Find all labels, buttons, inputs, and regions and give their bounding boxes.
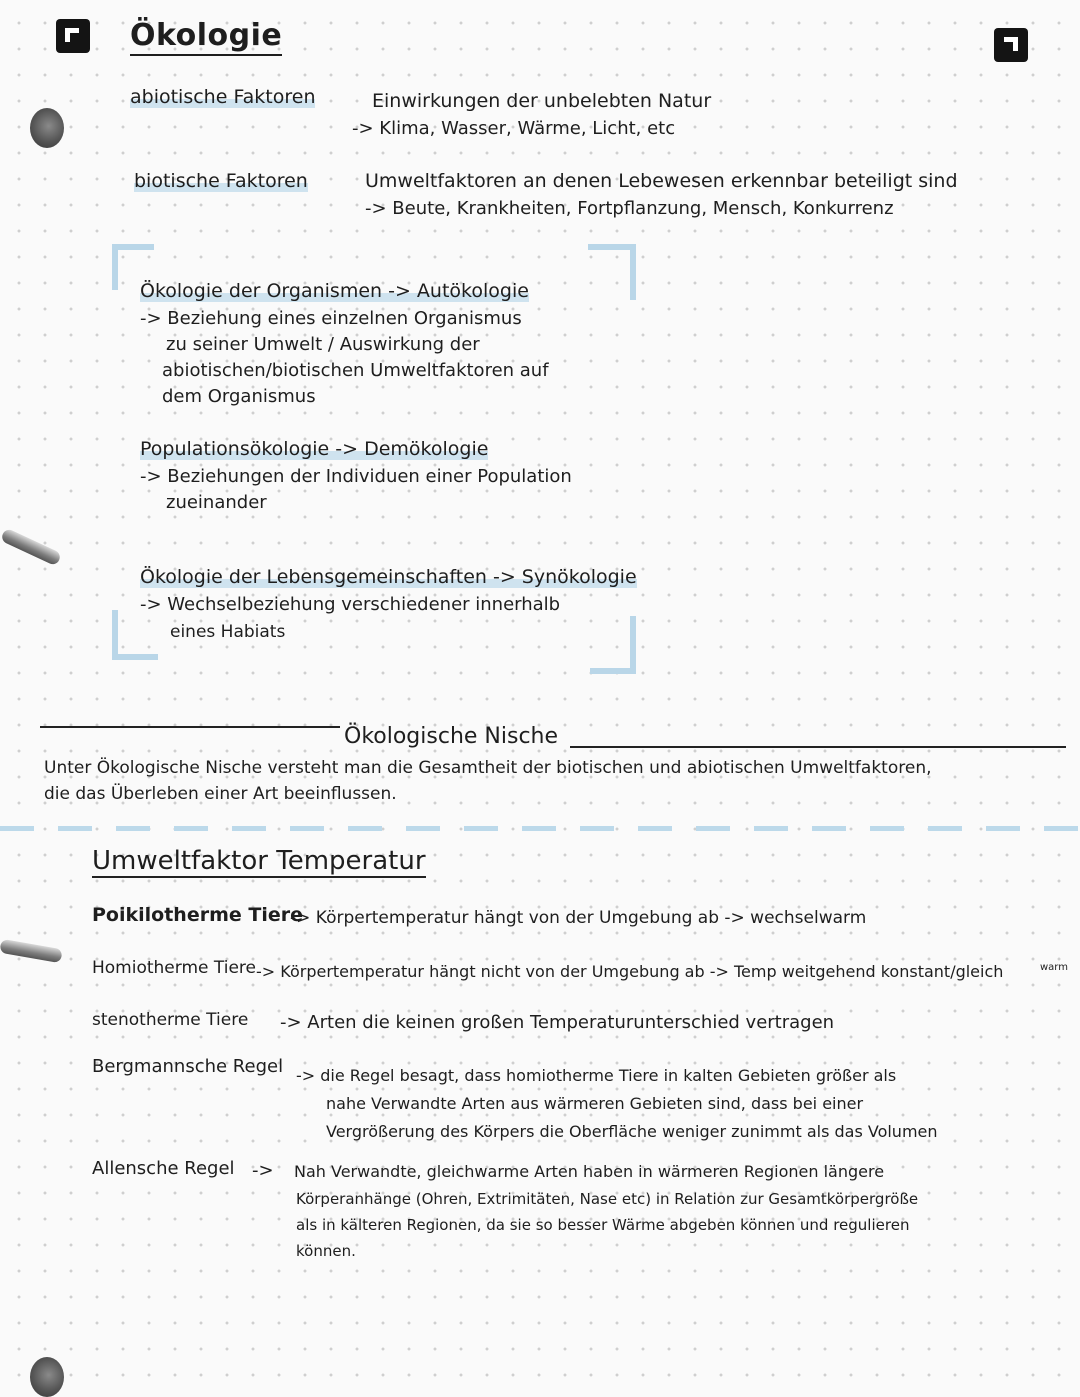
bergmann-line-3: Vergrößerung des Körpers die Oberfläche weniger zunimmt als das Volumen bbox=[326, 1122, 938, 1141]
biotic-definition: Umweltfaktoren an denen Lebewesen erkennbar beteiligt sind bbox=[365, 170, 958, 192]
niche-line-1: Unter Ökologische Nische versteht man die Gesamtheit der biotischen und abiotischen Umweltfaktoren, bbox=[44, 758, 932, 778]
bergmann-label: Bergmannsche Regel bbox=[92, 1056, 284, 1077]
poikilotherm-text: -> Körpertemperatur hängt von der Umgebung ab -> wechselwarm bbox=[290, 908, 867, 928]
stenotherm-text: -> Arten die keinen großen Temperaturunterschied vertragen bbox=[280, 1012, 835, 1033]
allen-line-1: Nah Verwandte, gleichwarme Arten haben in wärmeren Regionen längere bbox=[294, 1162, 885, 1181]
homiotherm-label: Homiotherme Tiere bbox=[92, 958, 256, 978]
biotic-examples: -> Beute, Krankheiten, Fortpflanzung, Mensch, Konkurrenz bbox=[365, 198, 894, 219]
autecology-heading: Ökologie der Organismen -> Autökologie bbox=[140, 280, 529, 302]
demecology-heading: Populationsökologie -> Demökologie bbox=[140, 438, 489, 460]
autecology-line-2: zu seiner Umwelt / Auswirkung der bbox=[166, 334, 480, 355]
synecology-line-2: eines Habiats bbox=[170, 622, 286, 642]
autecology-line-3: abiotischen/biotischen Umweltfaktoren auf bbox=[162, 360, 549, 381]
poikilotherm-label: Poikilotherme Tiere bbox=[92, 904, 303, 926]
temperature-heading: Umweltfaktor Temperatur bbox=[92, 846, 426, 876]
box-bracket-bottom-right bbox=[590, 616, 636, 674]
homiotherm-note: warm bbox=[1040, 962, 1068, 973]
abiotic-label: abiotische Faktoren bbox=[130, 86, 316, 108]
demecology-line-1: -> Beziehungen der Individuen einer Population bbox=[140, 466, 572, 487]
logo-icon-right bbox=[994, 28, 1028, 62]
box-bracket-bottom-left bbox=[112, 610, 158, 660]
dashed-separator bbox=[0, 826, 1080, 831]
allen-line-2: Körperanhänge (Ohren, Extrimitäten, Nase etc) in Relation zur Gesamtkörpergröße bbox=[296, 1190, 919, 1208]
niche-heading: Ökologische Nische bbox=[344, 724, 559, 749]
allen-line-3: als in kälteren Regionen, da sie so besser Wärme abgeben können und regulieren bbox=[296, 1216, 910, 1234]
punch-hole-icon bbox=[30, 1357, 64, 1397]
stenotherm-label: stenotherme Tiere bbox=[92, 1010, 249, 1030]
box-bracket-top-right bbox=[588, 244, 636, 300]
logo-icon bbox=[56, 19, 90, 53]
homiotherm-text: -> Körpertemperatur hängt nicht von der Umgebung ab -> Temp weitgehend konstant/gleich bbox=[256, 962, 1004, 981]
autecology-line-1: -> Beziehung eines einzelnen Organismus bbox=[140, 308, 522, 329]
allen-label: Allensche Regel bbox=[92, 1158, 235, 1179]
abiotic-definition: Einwirkungen der unbelebten Natur bbox=[372, 90, 712, 112]
abiotic-examples: -> Klima, Wasser, Wärme, Licht, etc bbox=[352, 118, 676, 139]
biotic-label: biotische Faktoren bbox=[134, 170, 308, 192]
bergmann-line-1: -> die Regel besagt, dass homiotherme Tiere in kalten Gebieten größer als bbox=[296, 1066, 897, 1085]
niche-line-2: die das Überleben einer Art beeinflussen. bbox=[44, 784, 397, 804]
punch-hole-icon bbox=[30, 108, 64, 148]
synecology-heading: Ökologie der Lebensgemeinschaften -> Synökologie bbox=[140, 566, 637, 588]
binder-ring-icon bbox=[0, 939, 63, 964]
allen-line-4: können. bbox=[296, 1242, 356, 1260]
bergmann-line-2: nahe Verwandte Arten aus wärmeren Gebieten sind, dass bei einer bbox=[326, 1094, 864, 1113]
divider-left bbox=[40, 726, 340, 728]
divider-right bbox=[570, 746, 1066, 748]
page-title: Ökologie bbox=[130, 18, 282, 56]
synecology-line-1: -> Wechselbeziehung verschiedener innerhalb bbox=[140, 594, 561, 615]
binder-ring-icon bbox=[0, 528, 62, 567]
demecology-line-2: zueinander bbox=[166, 492, 267, 513]
allen-arrow: -> bbox=[252, 1160, 274, 1181]
autecology-line-4: dem Organismus bbox=[162, 386, 316, 407]
